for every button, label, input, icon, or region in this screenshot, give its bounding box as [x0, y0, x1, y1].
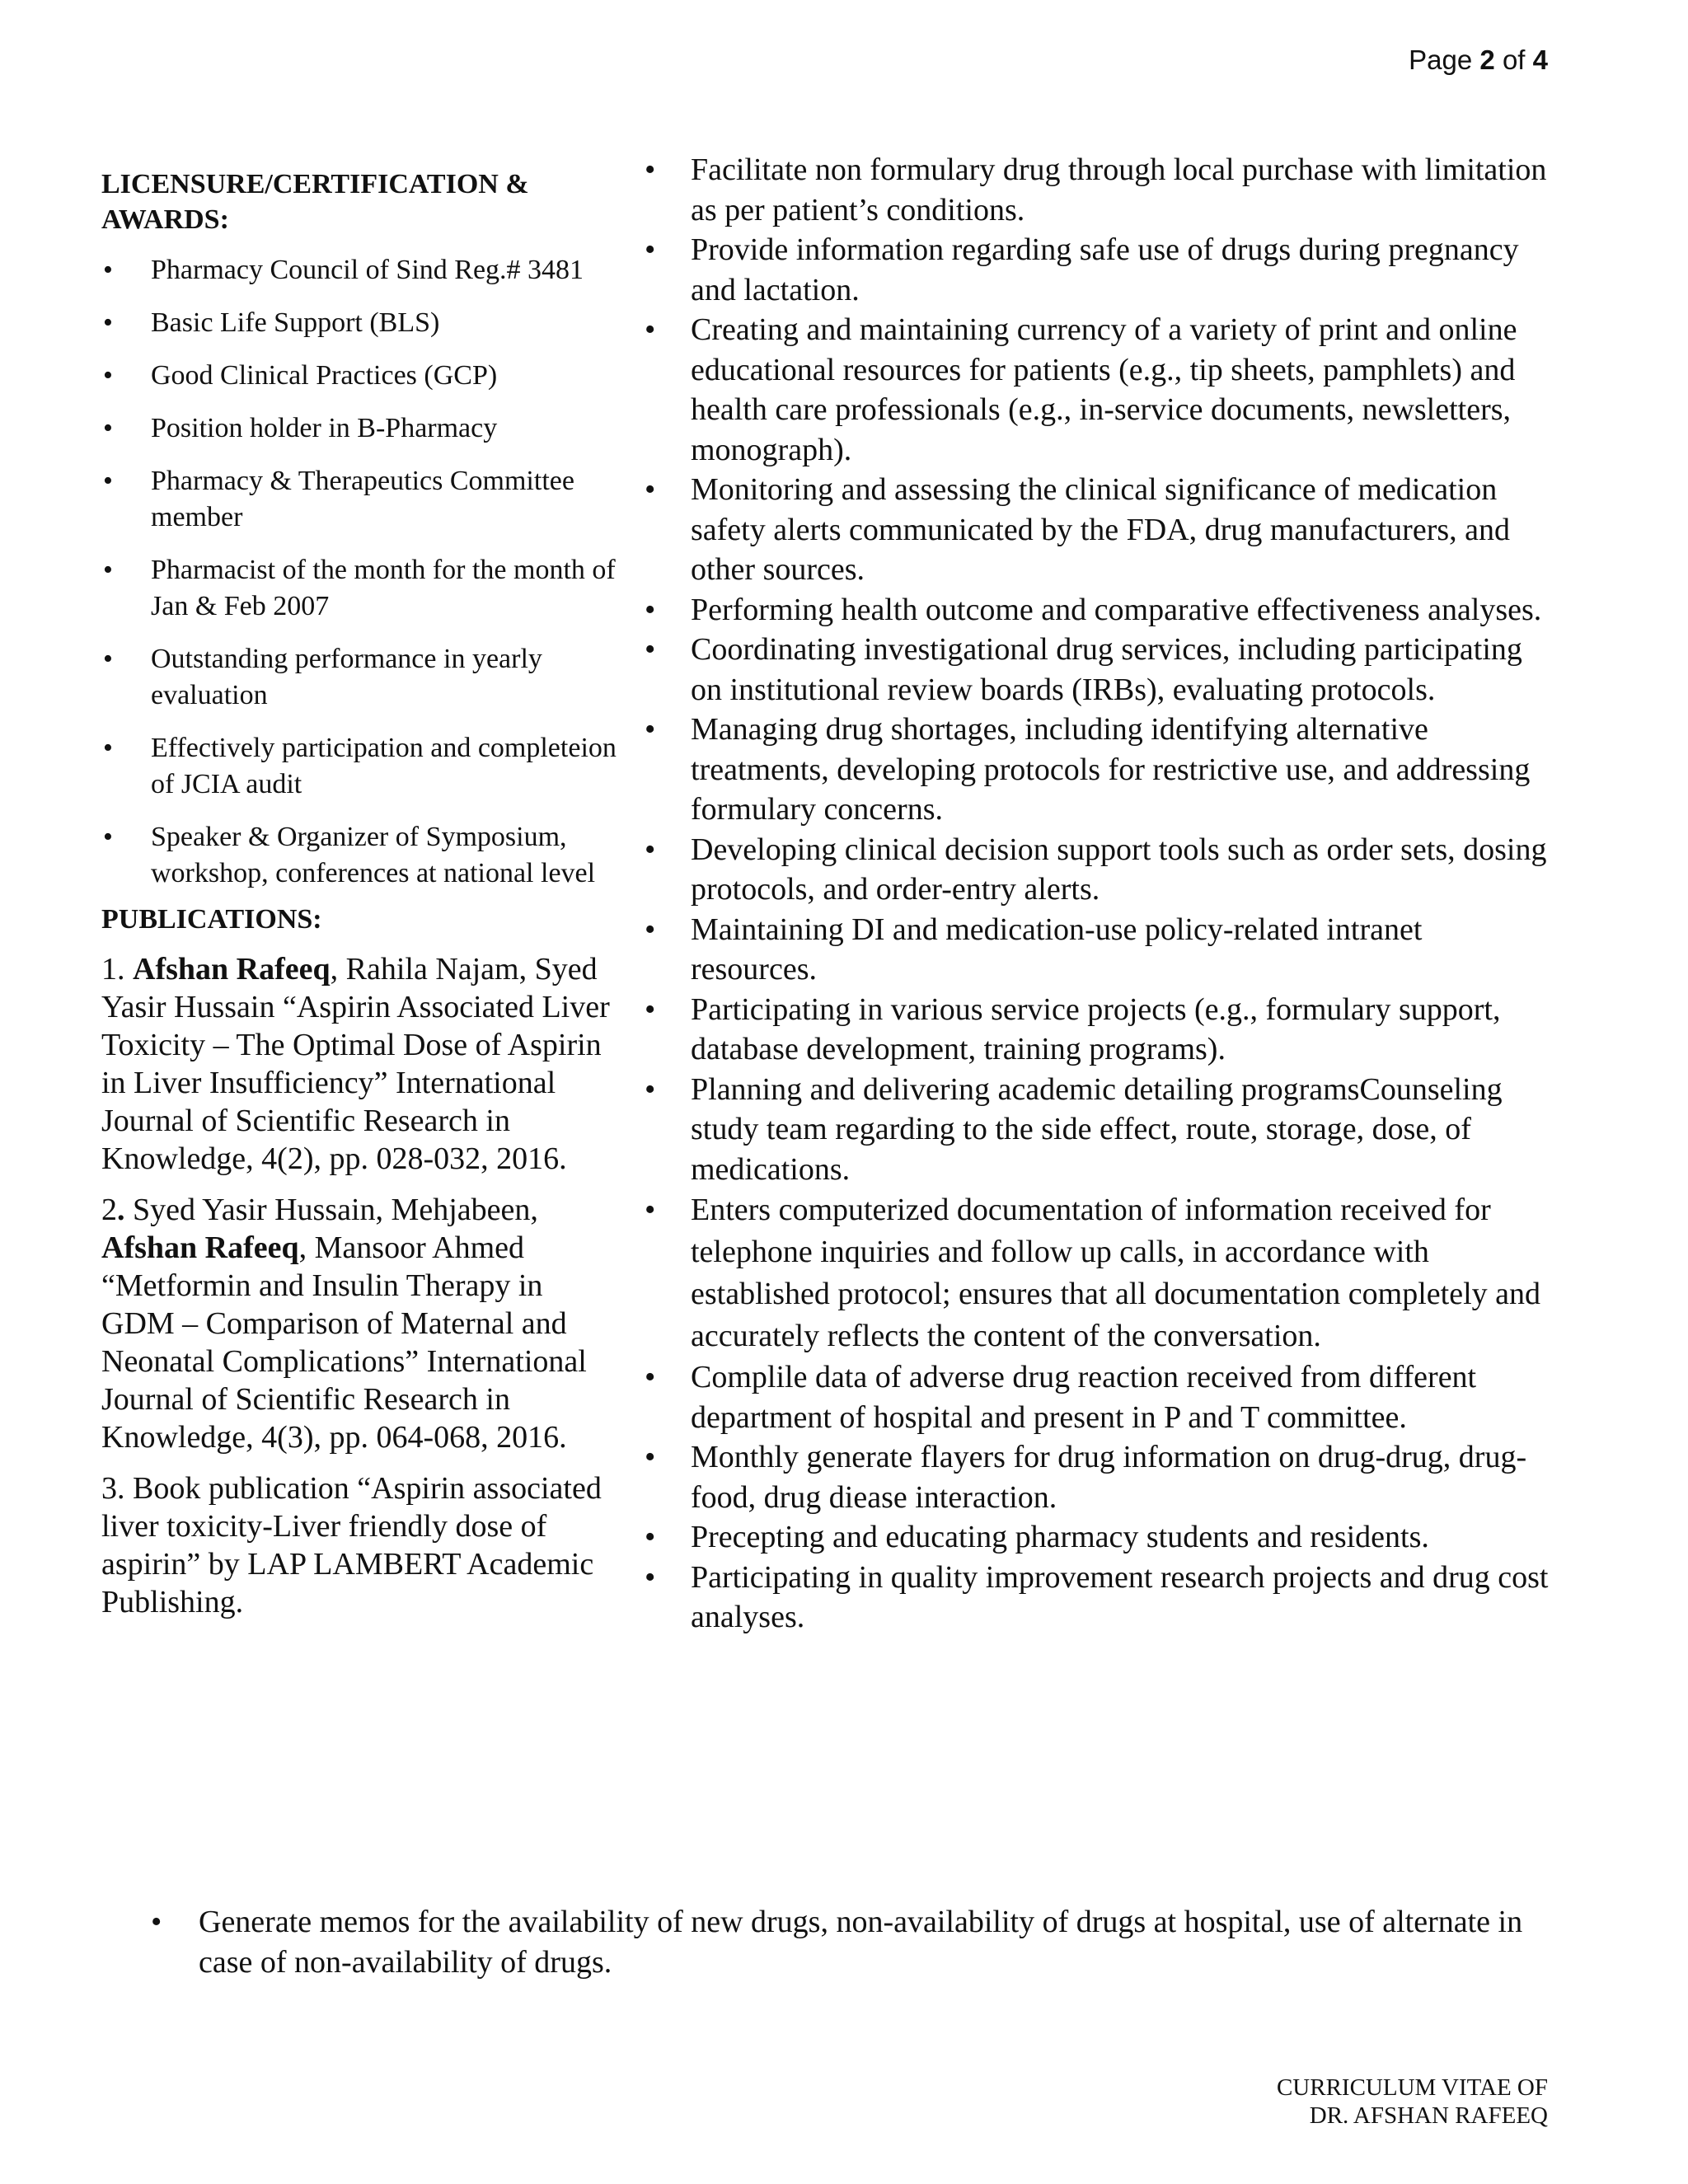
page-label: Page [1409, 45, 1473, 75]
licensure-item [101, 252, 622, 288]
publication-text: Syed Yasir Hussain, Mehjabeen, [124, 1193, 538, 1227]
bullet-icon: • [103, 644, 113, 674]
duty-item-text: Maintaining DI and medication-use policy-related intranet resources. [691, 912, 1423, 987]
licensure-item-text: Effectively participation and completeion of JCIA audit [151, 733, 617, 799]
licensure-list [101, 252, 622, 892]
bullet-icon: • [645, 232, 656, 267]
publication-number: 1. [101, 952, 133, 987]
licensure-item [101, 410, 622, 447]
duty-item [643, 710, 1550, 830]
publication-text: , Mansoor Ahmed “Metformin and Insulin Therapy in GDM – Comparison of Maternal and Neonatal Complications” International Journal of Scientific Research in Knowledge, 4(3), pp. 064-068, 2016. [101, 1230, 587, 1455]
publication-3: 3. Book publication “Aspirin associated liver toxicity-Liver friendly dose of aspirin” by LAP LAMBERT Academic Publishing. [101, 1471, 602, 1619]
duty-item [643, 1517, 1550, 1558]
duty-item-text: Developing clinical decision support tools such as order sets, dosing protocols, and order-entry alerts. [691, 832, 1547, 907]
bullet-icon: • [103, 466, 113, 496]
duty-item [643, 470, 1550, 590]
bullet-icon: • [103, 360, 113, 391]
bullet-icon: • [645, 832, 656, 867]
bullet-icon: • [645, 152, 656, 187]
bullet-icon: • [645, 312, 656, 347]
duty-item-text: Creating and maintaining currency of a variety of print and online educational resources for patients (e.g., tip sheets, pamphlets) and health care professionals (e.g., in-service documents, newsletters, monograph). [691, 312, 1517, 467]
duty-item [643, 1357, 1550, 1437]
licensure-item [101, 358, 622, 394]
duty-item-text: Facilitate non formulary drug through local purchase with limitation as per patient’s conditions. [691, 152, 1547, 227]
duty-item [643, 830, 1550, 910]
bullet-icon: • [103, 733, 113, 763]
licensure-item-text: Outstanding performance in yearly evaluation [151, 644, 542, 710]
bottom-item-text: Generate memos for the availability of new drugs, non-availability of drugs at hospital, use of alternate in case of non-availability of drugs. [199, 1905, 1523, 1980]
bullet-icon: • [645, 712, 656, 747]
duty-item [643, 590, 1550, 630]
left-column [101, 166, 622, 1621]
publication-1 [101, 950, 622, 1178]
licensure-item [101, 305, 622, 341]
page-number [1409, 45, 1548, 76]
bullet-icon: • [645, 632, 656, 667]
duty-item-text: Complile data of adverse drug reaction received from different department of hospital and present in P and T committee. [691, 1360, 1477, 1435]
bullet-icon: • [645, 472, 656, 507]
duty-item-text: Managing drug shortages, including identifying alternative treatments, developing protocols for restrictive use, and addressing formulary concerns. [691, 712, 1531, 827]
bottom-item [151, 1902, 1552, 1983]
licensure-item-text: Speaker & Organizer of Symposium, workshop, conferences at national level [151, 822, 596, 888]
publications-heading: PUBLICATIONS: [101, 904, 322, 935]
duty-item-text: Monitoring and assessing the clinical significance of medication safety alerts communicated by the FDA, drug manufacturers, and other sources. [691, 472, 1511, 587]
bullet-icon: • [645, 1559, 656, 1595]
bullet-icon: • [645, 592, 656, 627]
page-of: of [1502, 45, 1526, 75]
duty-item [643, 1437, 1550, 1517]
publication-author-bold: Afshan Rafeeq [101, 1230, 299, 1265]
duty-item [643, 310, 1550, 470]
licensure-item-text: Pharmacy & Therapeutics Committee member [151, 466, 574, 532]
footer [1277, 2074, 1548, 2130]
duty-item [643, 230, 1550, 310]
licensure-item [101, 552, 622, 625]
bullet-icon: • [103, 822, 113, 852]
page-current: 2 [1479, 45, 1495, 75]
licensure-item [101, 730, 622, 803]
duty-item-text: Performing health outcome and comparative effectiveness analyses. [691, 592, 1542, 627]
duty-item [643, 990, 1550, 1070]
publication-text: , Rahila Najam, Syed Yasir Hussain “Aspirin Associated Liver Toxicity – The Optimal Dose of Aspirin in Liver Insufficiency” International Journal of Scientific Research in Knowledge, 4(2), pp. 028-032, 2016. [101, 952, 610, 1176]
publication-number-dot: . [117, 1193, 125, 1227]
duty-item-text: Participating in various service projects (e.g., formulary support, database development, training programs). [691, 991, 1501, 1066]
bullet-icon: • [645, 912, 656, 947]
bottom-list [151, 1902, 1552, 1983]
licensure-item-text: Pharmacy Council of Sind Reg.# 3481 [151, 255, 584, 285]
duty-item-text: Enters computerized documentation of information received for telephone inquiries and follow up calls, in accordance with established protocol; ensures that all documentation completely and accurately reflects the content of the conversation. [691, 1193, 1540, 1353]
licensure-item [101, 641, 622, 714]
bullet-icon: • [103, 555, 113, 585]
duty-item [643, 630, 1550, 710]
bullet-icon: • [645, 1193, 656, 1227]
bullet-icon: • [151, 1905, 162, 1939]
publication-2 [101, 1191, 622, 1456]
page-total: 4 [1532, 45, 1548, 75]
licensure-item-text: Good Clinical Practices (GCP) [151, 360, 498, 391]
bullet-icon: • [645, 991, 656, 1027]
duty-item [643, 1189, 1550, 1357]
licensure-item [101, 819, 622, 892]
bullet-icon: • [103, 307, 113, 338]
duties-list [643, 150, 1550, 1638]
duty-item-text: Participating in quality improvement research projects and drug cost analyses. [691, 1559, 1549, 1634]
footer-line-1: CURRICULUM VITAE OF [1276, 2074, 1548, 2101]
duty-item [643, 1558, 1550, 1638]
footer-line-2: DR. AFSHAN RAFEEQ [1309, 2102, 1548, 2129]
duty-item-text: Provide information regarding safe use of drugs during pregnancy and lactation. [691, 232, 1519, 307]
duty-item-text: Coordinating investigational drug services, including participating on institutional review boards (IRBs), evaluating protocols. [691, 632, 1522, 707]
bullet-icon: • [645, 1360, 656, 1394]
publication-author-bold: Afshan Rafeeq [133, 952, 331, 987]
bullet-icon: • [645, 1071, 656, 1107]
duty-item-text: Monthly generate flayers for drug information on drug-drug, drug-food, drug diease interaction. [691, 1440, 1527, 1515]
publication-number: 2 [101, 1193, 117, 1227]
licensure-item-text: Position holder in B-Pharmacy [151, 413, 498, 443]
duty-item-text: Precepting and educating pharmacy students and residents. [691, 1520, 1429, 1554]
duty-item [643, 910, 1550, 990]
licensure-heading: LICENSURE/CERTIFICATION & AWARDS: [101, 169, 529, 235]
right-column [643, 150, 1550, 1638]
duty-item [643, 1070, 1550, 1190]
bullet-icon: • [645, 1440, 656, 1474]
duty-item-text: Planning and delivering academic detailing programsCounseling study team regarding to the side effect, route, storage, dose, of medications. [691, 1071, 1503, 1187]
bullet-icon: • [103, 413, 113, 443]
duty-item [643, 150, 1550, 230]
bullet-icon: • [645, 1520, 656, 1554]
licensure-item-text: Basic Life Support (BLS) [151, 307, 440, 338]
bullet-icon: • [103, 255, 113, 285]
licensure-item [101, 463, 622, 536]
licensure-item-text: Pharmacist of the month for the month of Jan & Feb 2007 [151, 555, 616, 621]
